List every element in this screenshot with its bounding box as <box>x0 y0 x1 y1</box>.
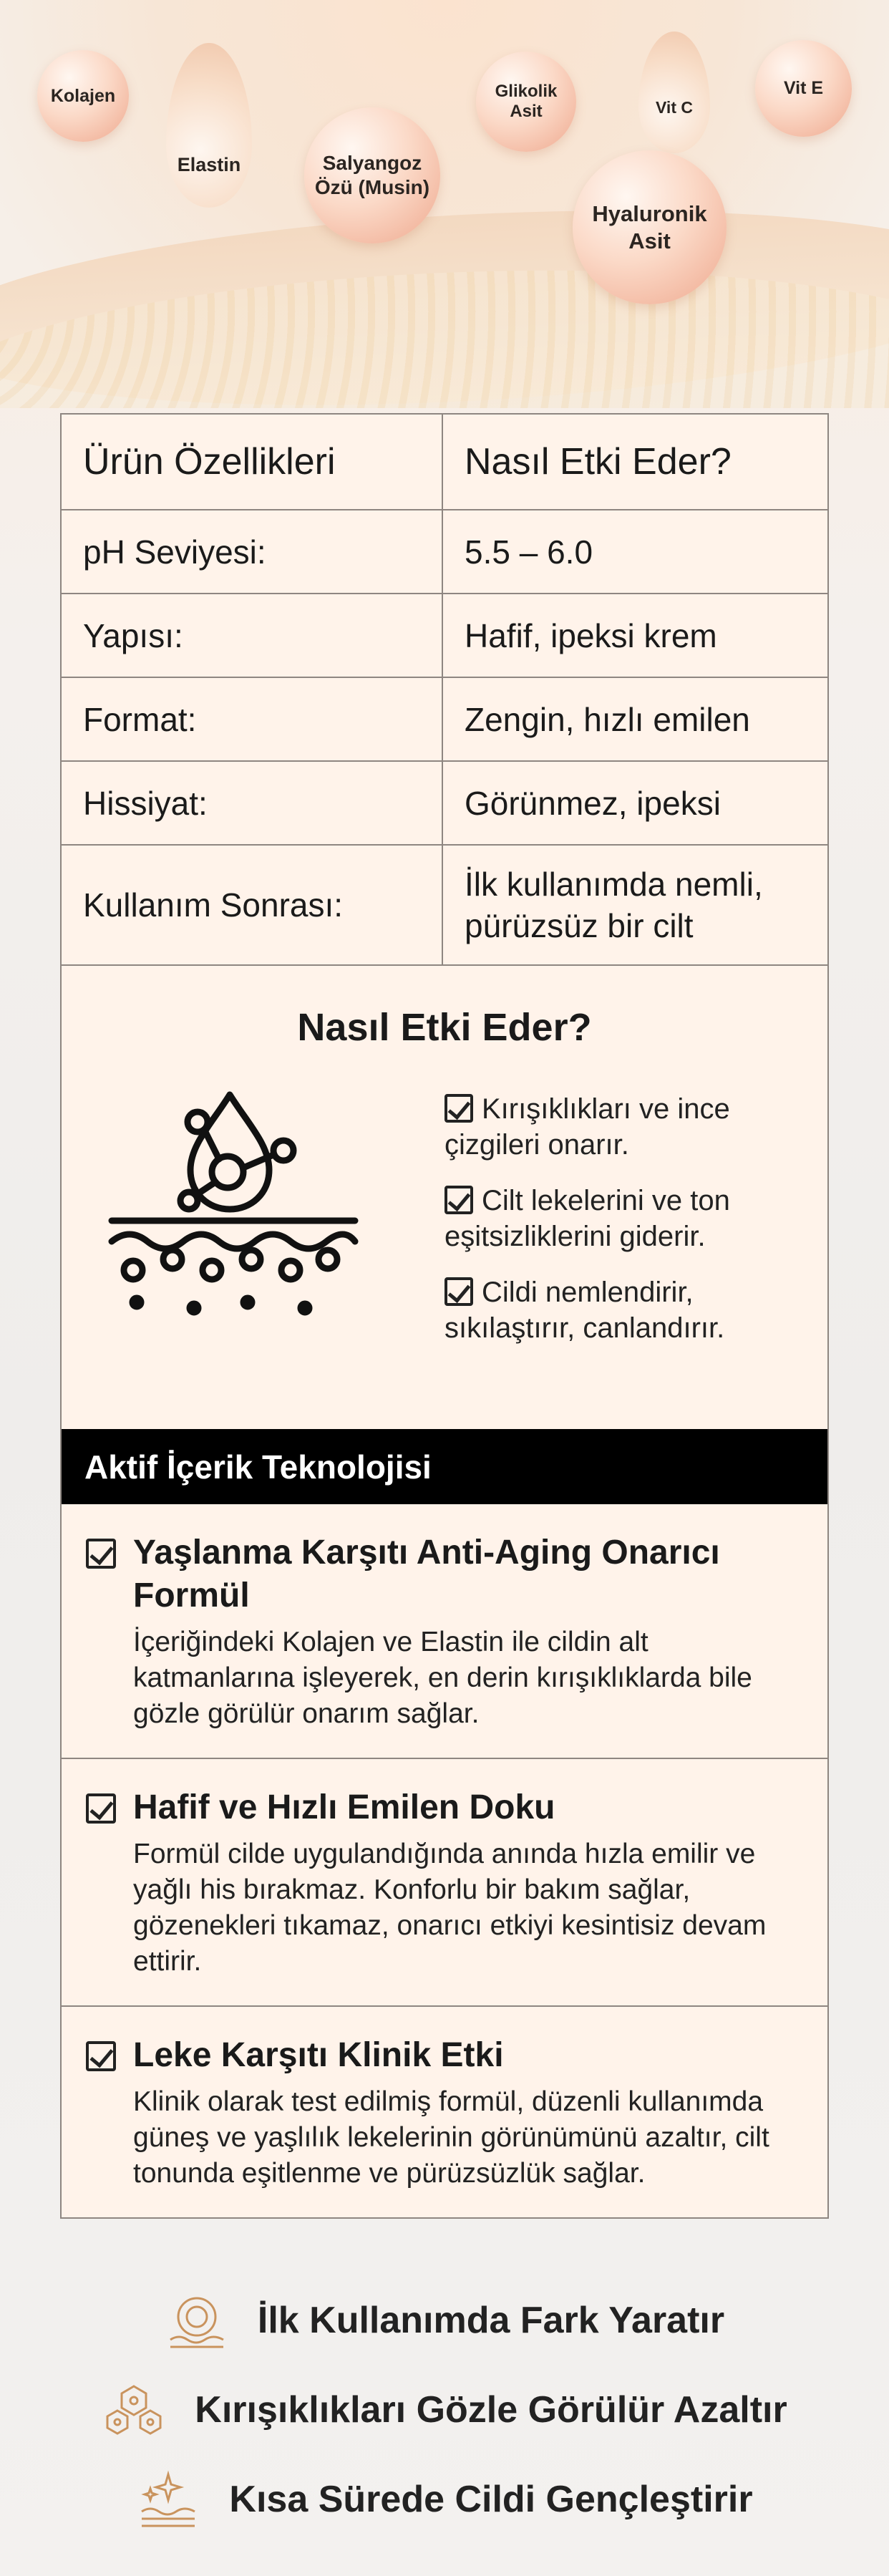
claim-item <box>0 2275 889 2365</box>
feature-title: Hafif ve Hızlı Emilen Doku <box>133 1788 555 1826</box>
ingredient-vite <box>755 40 852 137</box>
ingredient-label: Hyaluronik Asit <box>592 200 707 253</box>
skin-sparkle-icon <box>136 2467 200 2532</box>
ingredient-salyangoz <box>304 107 440 243</box>
feature-title: Leke Karşıtı Klinik Etki <box>133 2036 504 2074</box>
list-item <box>444 1091 817 1163</box>
table-row <box>62 761 827 845</box>
feature-text: İçeriğindeki Kolajen ve Elastin ile cildin alt katmanlarına işleyerek, en derin kırışıklıklarda bile gözle görülür onarım sağlar. <box>133 1627 752 1729</box>
cells-hexagon-icon <box>102 2378 166 2442</box>
feature-block <box>62 2007 827 2217</box>
claim-text: Kırışıklıkları Gözle Görülür Azaltır <box>195 2388 787 2431</box>
feature-text: Formül cilde uygulandığında anında hızla emilir ve yağlı his bırakmaz. Konforlu bir bakım sağlar, gözenekleri tıkamaz, onarıcı etkiyi kesintisiz devam ettirir. <box>133 1839 767 1977</box>
table-row <box>62 594 827 677</box>
skin-layers-serum-drop-icon <box>105 1080 362 1331</box>
claims-list <box>0 2275 889 2544</box>
ingredient-hero <box>0 0 889 408</box>
checkbox-checked-icon <box>444 1277 473 1306</box>
spec-value: Görünmez, ipeksi <box>442 761 827 845</box>
ingredient-kolajen <box>37 50 129 142</box>
product-info-card <box>60 413 829 2219</box>
claim-text: İlk Kullanımda Fark Yaratır <box>257 2299 725 2341</box>
spec-value: 5.5 – 6.0 <box>442 510 827 594</box>
skin-circle-icon <box>165 2288 229 2353</box>
spec-value: Zengin, hızlı emilen <box>442 677 827 761</box>
ingredient-glikolik <box>476 52 576 152</box>
benefit-text: Cilt lekelerini ve ton eşitsizliklerini giderir. <box>444 1185 730 1252</box>
ingredient-label: Elastin <box>177 154 241 175</box>
spec-label: Hissiyat: <box>62 761 442 845</box>
ingredient-label: Vit C <box>656 98 693 117</box>
table-row <box>62 845 827 965</box>
spec-header-col2: Nasıl Etki Eder? <box>442 415 827 510</box>
ingredient-vitc <box>638 32 710 153</box>
table-row <box>62 510 827 594</box>
claim-item <box>0 2365 889 2454</box>
checkbox-checked-icon <box>86 1539 116 1569</box>
spec-header-col1: Ürün Özellikleri <box>62 415 442 510</box>
table-row <box>62 677 827 761</box>
feature-block <box>62 1504 827 1759</box>
checkbox-checked-icon <box>444 1094 473 1123</box>
spec-label: pH Seviyesi: <box>62 510 442 594</box>
ingredient-label: Salyangoz Özü (Musin) <box>314 152 430 198</box>
list-item <box>444 1183 817 1254</box>
spec-label: Yapısı: <box>62 594 442 677</box>
benefit-text: Kırışıklıkları ve ince çizgileri onarır. <box>444 1093 730 1161</box>
claim-text: Kısa Sürede Cildi Gençleştirir <box>229 2478 753 2520</box>
ingredient-label: Kolajen <box>50 85 116 106</box>
feature-text: Klinik olarak test edilmiş formül, düzenli kullanımda güneş ve yaşlılık lekelerinin görünümünü azaltır, cilt tonunda eşitlenme ve pürüzsüzlük sağlar. <box>133 2086 769 2189</box>
list-item <box>444 1274 817 1346</box>
spec-header-row <box>62 415 827 510</box>
ingredient-label: Vit E <box>783 78 824 98</box>
checkbox-checked-icon <box>86 1793 116 1824</box>
checkbox-checked-icon <box>444 1186 473 1214</box>
ingredient-label: Glikolik Asit <box>495 82 558 121</box>
how-it-works-title: Nasıl Etki Eder? <box>297 1006 592 1049</box>
claim-item <box>0 2454 889 2544</box>
checkbox-checked-icon <box>86 2041 116 2071</box>
benefit-text: Cildi nemlendirir, sıkılaştırır, canlandırır. <box>444 1277 725 1344</box>
ingredient-elastin <box>166 43 252 208</box>
feature-title: Yaşlanma Karşıtı Anti-Aging Onarıcı Formül <box>133 1534 720 1614</box>
spec-label: Format: <box>62 677 442 761</box>
spec-label: Kullanım Sonrası: <box>62 845 442 965</box>
spec-table <box>62 415 827 966</box>
spec-value: Hafif, ipeksi krem <box>442 594 827 677</box>
active-ingredients-bar: Aktif İçerik Teknolojisi <box>62 1429 827 1504</box>
how-it-works-section <box>62 966 827 1429</box>
feature-block <box>62 1759 827 2007</box>
benefits-list <box>444 1091 817 1366</box>
spec-value: İlk kullanımda nemli, pürüzsüz bir cilt <box>442 845 827 965</box>
ingredient-hyaluronik <box>573 150 727 304</box>
